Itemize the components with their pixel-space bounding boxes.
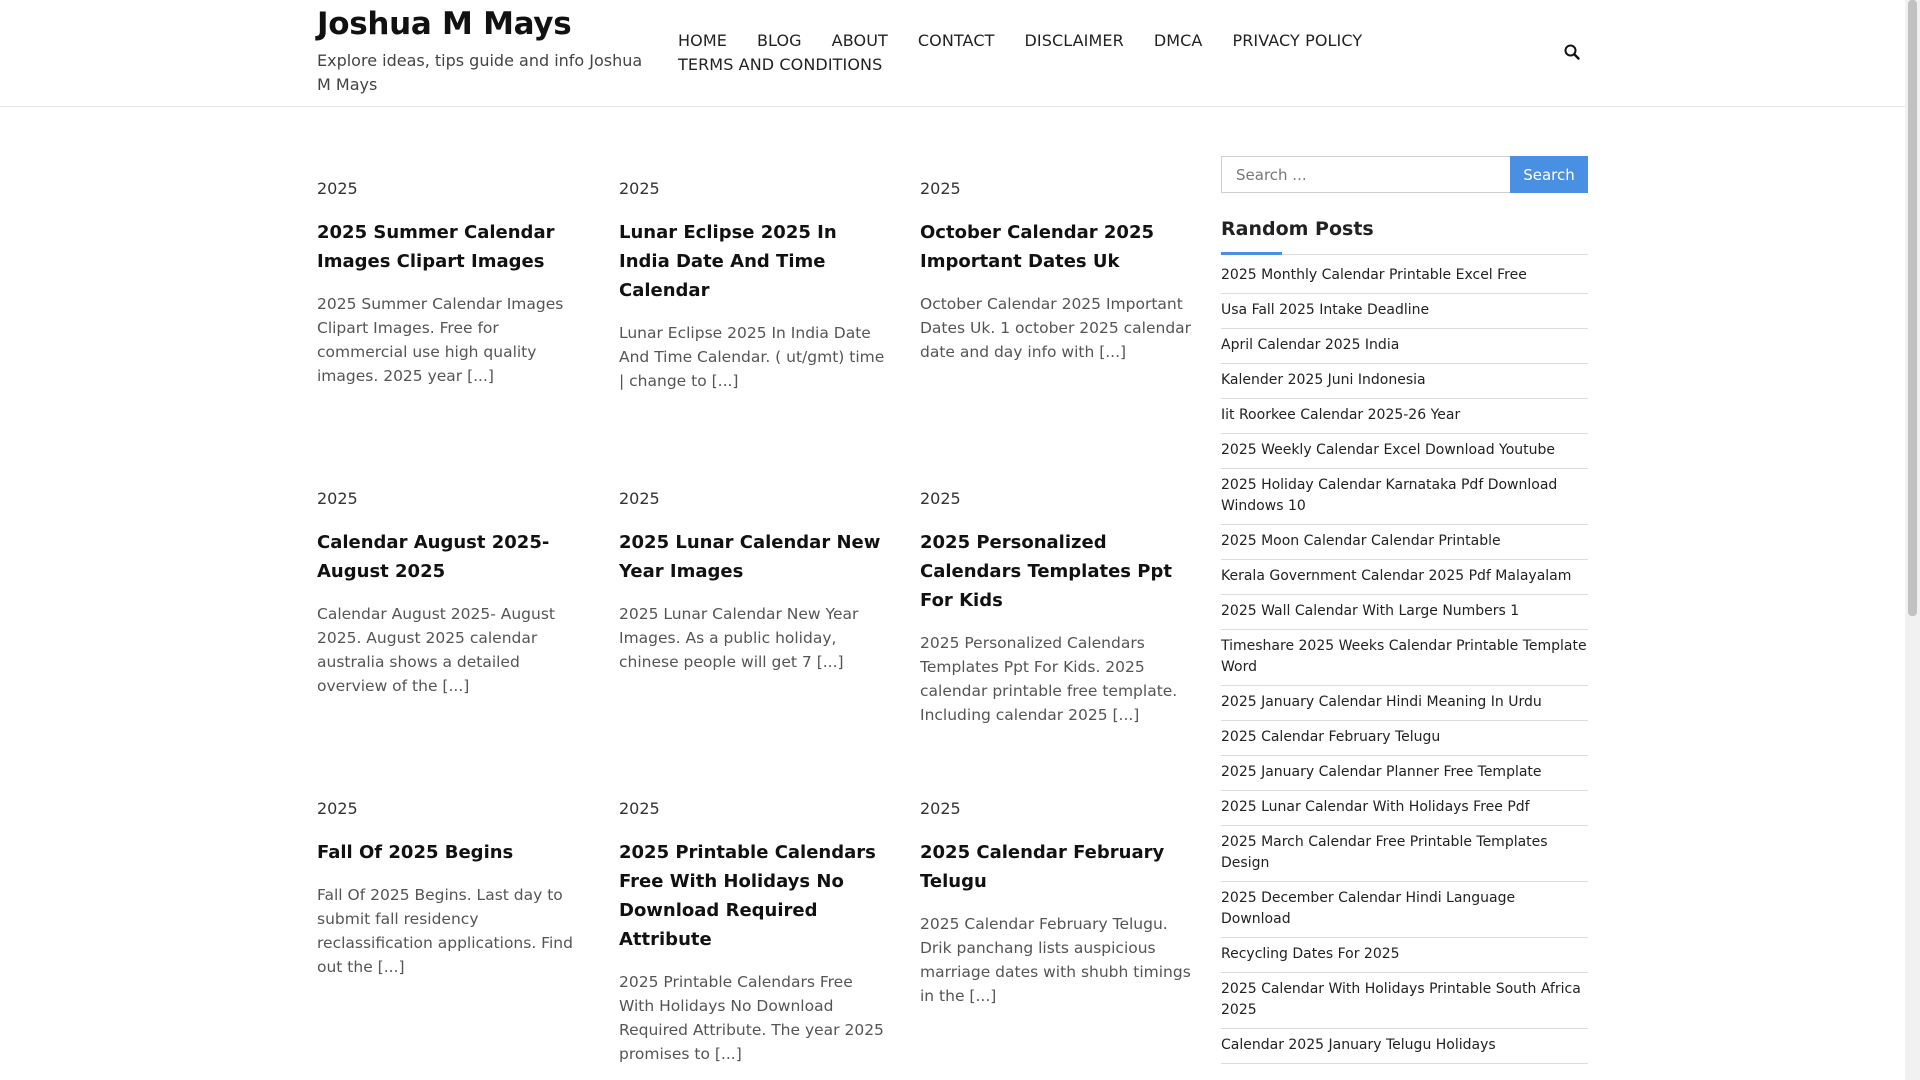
post-card <box>619 488 891 674</box>
post-category[interactable]: 2025 <box>317 179 358 198</box>
random-post-link[interactable]: 2025 Weekly Calendar Excel Download Youtube <box>1221 434 1588 469</box>
main-nav <box>678 28 1378 76</box>
page-scrollbar[interactable] <box>1905 0 1920 1080</box>
post-category[interactable]: 2025 <box>920 179 961 198</box>
random-post-link[interactable]: Usa Fall 2025 Intake Deadline <box>1221 294 1588 329</box>
post-excerpt: 2025 Summer Calendar Images Clipart Images. Free for commercial use high quality images. 2025 year [...] <box>317 295 564 385</box>
sidebar <box>1221 156 1588 1064</box>
nav-contact[interactable]: CONTACT <box>917 30 995 50</box>
post-card <box>920 178 1192 364</box>
post-category[interactable]: 2025 <box>317 799 358 818</box>
post-title[interactable]: 2025 Lunar Calendar New Year Images <box>619 532 881 582</box>
nav-home[interactable]: HOME <box>678 30 727 50</box>
post-title[interactable]: 2025 Personalized Calendars Templates Ppt For Kids <box>920 532 1172 611</box>
post-excerpt: October Calendar 2025 Important Dates Uk. 1 october 2025 calendar date and day info with [...] <box>920 295 1192 361</box>
post-title[interactable]: October Calendar 2025 Important Dates Uk <box>920 222 1154 272</box>
post-excerpt: 2025 Printable Calendars Free With Holidays No Download Required Attribute. The year 2025 promises to [...] <box>619 973 884 1063</box>
nav-blog[interactable]: BLOG <box>756 30 802 50</box>
post-card <box>619 178 891 393</box>
random-post-link[interactable]: Kerala Government Calendar 2025 Pdf Malayalam <box>1221 560 1588 595</box>
post-card <box>920 798 1192 1008</box>
post-category[interactable]: 2025 <box>619 799 660 818</box>
nav-disclaimer[interactable]: DISCLAIMER <box>1024 30 1124 50</box>
random-post-link[interactable]: 2025 Calendar February Telugu <box>1221 721 1588 756</box>
random-post-link[interactable]: 2025 Moon Calendar Calendar Printable <box>1221 525 1588 560</box>
sidebar-search <box>1221 156 1588 193</box>
post-card <box>619 798 891 1066</box>
nav-row-2 <box>678 52 1378 76</box>
post-category[interactable]: 2025 <box>619 489 660 508</box>
random-post-link[interactable]: Iit Roorkee Calendar 2025-26 Year <box>1221 399 1588 434</box>
post-excerpt: 2025 Personalized Calendars Templates Ppt For Kids. 2025 calendar printable free template. Including calendar 2025 [...] <box>920 634 1178 724</box>
post-title[interactable]: Lunar Eclipse 2025 In India Date And Time Calendar <box>619 222 837 301</box>
random-posts-list <box>1221 259 1588 1064</box>
nav-about[interactable]: ABOUT <box>831 30 888 50</box>
scrollbar-thumb[interactable] <box>1908 0 1917 616</box>
site-title[interactable]: Joshua M Mays <box>317 6 572 42</box>
post-category[interactable]: 2025 <box>619 179 660 198</box>
random-post-link[interactable]: April Calendar 2025 India <box>1221 329 1588 364</box>
post-card <box>920 488 1192 727</box>
random-post-link[interactable]: Recycling Dates For 2025 <box>1221 938 1588 973</box>
nav-terms-and-conditions[interactable]: TERMS AND CONDITIONS <box>678 54 883 74</box>
post-category[interactable]: 2025 <box>920 799 961 818</box>
site-description: Explore ideas, tips guide and info Joshua M Mays <box>317 51 643 94</box>
search-button[interactable]: Search <box>1510 156 1588 193</box>
post-card <box>317 178 589 388</box>
random-post-link[interactable]: 2025 Monthly Calendar Printable Excel Free <box>1221 259 1588 294</box>
post-excerpt: Lunar Eclipse 2025 In India Date And Time Calendar. ( ut/gmt) time | change to [...] <box>619 324 885 390</box>
nav-row-1 <box>678 28 1378 52</box>
post-excerpt: Calendar August 2025- August 2025. August 2025 calendar australia shows a detailed overview of the [...] <box>317 605 556 695</box>
random-post-link[interactable]: Kalender 2025 Juni Indonesia <box>1221 364 1588 399</box>
post-category[interactable]: 2025 <box>920 489 961 508</box>
random-post-link[interactable]: 2025 Holiday Calendar Karnataka Pdf Download Windows 10 <box>1221 469 1588 525</box>
random-post-link[interactable]: 2025 Lunar Calendar With Holidays Free Pdf <box>1221 791 1588 826</box>
random-post-link[interactable]: Calendar 2025 January Telugu Holidays <box>1221 1029 1588 1064</box>
post-title[interactable]: 2025 Calendar February Telugu <box>920 842 1165 892</box>
random-post-link[interactable]: 2025 March Calendar Free Printable Templates Design <box>1221 826 1588 882</box>
widget-divider <box>1221 254 1588 255</box>
random-post-link[interactable]: 2025 January Calendar Planner Free Template <box>1221 756 1588 791</box>
post-title[interactable]: Calendar August 2025- August 2025 <box>317 532 550 582</box>
post-excerpt: 2025 Lunar Calendar New Year Images. As a public holiday, chinese people will get 7 [...] <box>619 605 859 671</box>
post-category[interactable]: 2025 <box>317 489 358 508</box>
random-post-link[interactable]: Timeshare 2025 Weeks Calendar Printable Template Word <box>1221 630 1588 686</box>
random-post-link[interactable]: 2025 January Calendar Hindi Meaning In Urdu <box>1221 686 1588 721</box>
post-title[interactable]: 2025 Summer Calendar Images Clipart Images <box>317 222 555 272</box>
post-card <box>317 488 589 698</box>
post-excerpt: 2025 Calendar February Telugu. Drik panchang lists auspicious marriage dates with shubh timings in the [...] <box>920 915 1191 1005</box>
post-excerpt: Fall Of 2025 Begins. Last day to submit fall residency reclassification applications. Find out the [...] <box>317 886 573 976</box>
random-posts-title: Random Posts <box>1221 218 1374 240</box>
site-header <box>0 0 1905 107</box>
search-input[interactable] <box>1221 156 1510 193</box>
nav-privacy-policy[interactable]: PRIVACY POLICY <box>1232 30 1363 50</box>
search-icon[interactable] <box>1563 43 1581 61</box>
random-post-link[interactable]: 2025 December Calendar Hindi Language Download <box>1221 882 1588 938</box>
random-post-link[interactable]: 2025 Wall Calendar With Large Numbers 1 <box>1221 595 1588 630</box>
random-post-link[interactable]: 2025 Calendar With Holidays Printable South Africa 2025 <box>1221 973 1588 1029</box>
post-card <box>317 798 589 979</box>
post-title[interactable]: Fall Of 2025 Begins <box>317 842 514 863</box>
nav-dmca[interactable]: DMCA <box>1153 30 1203 50</box>
post-title[interactable]: 2025 Printable Calendars Free With Holidays No Download Required Attribute <box>619 842 876 950</box>
